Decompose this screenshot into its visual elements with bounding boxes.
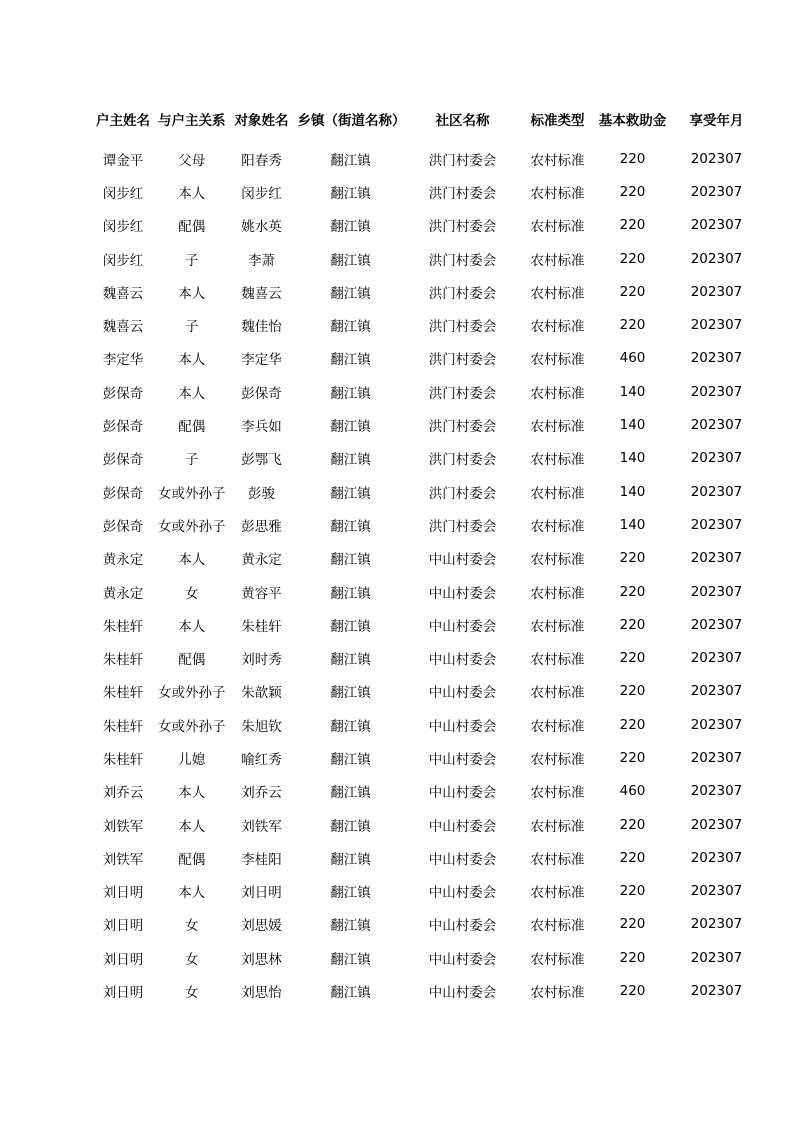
community-cell: 中山村委会 <box>428 785 497 802</box>
header-basic-aid: 基本救助金 <box>598 113 667 129</box>
recipient-name-cell: 魏喜云 <box>241 285 282 302</box>
benefit-month-cell: 202307 <box>690 749 743 766</box>
recipient-name-cell: 刘日明 <box>241 885 282 902</box>
basic-aid-cell: 220 <box>619 616 646 633</box>
relationship-cell: 女 <box>185 585 199 602</box>
table-row <box>88 209 762 242</box>
township-cell: 翻江镇 <box>330 951 371 968</box>
table-row <box>88 808 762 841</box>
householder-name-cell: 彭保奇 <box>102 485 144 502</box>
relationship-cell: 儿媳 <box>178 751 206 768</box>
relationship-cell: 本人 <box>178 285 206 302</box>
township-cell: 翻江镇 <box>330 319 371 336</box>
township-cell: 翻江镇 <box>330 818 371 835</box>
benefit-month-cell: 202307 <box>690 283 743 300</box>
community-cell: 洪门村委会 <box>428 352 497 369</box>
householder-name-cell: 刘铁军 <box>102 851 144 868</box>
recipient-name-cell: 魏佳怡 <box>241 319 282 336</box>
basic-aid-cell: 220 <box>619 317 646 334</box>
community-cell: 洪门村委会 <box>428 252 497 269</box>
recipient-name-cell: 朱旭钦 <box>241 718 282 735</box>
header-community: 社区名称 <box>435 113 490 129</box>
recipient-name-cell: 彭鄂飞 <box>241 452 282 469</box>
standard-type-cell: 农村标准 <box>530 518 585 535</box>
basic-aid-cell: 220 <box>619 983 646 1000</box>
householder-name-cell: 黄永定 <box>102 552 144 569</box>
benefit-month-cell: 202307 <box>690 650 743 667</box>
benefit-month-cell: 202307 <box>690 683 743 700</box>
basic-aid-cell: 220 <box>619 749 646 766</box>
recipient-name-cell: 黄容平 <box>241 585 282 602</box>
table-header <box>88 100 762 142</box>
benefit-month-cell: 202307 <box>690 916 743 933</box>
community-cell: 洪门村委会 <box>428 485 497 502</box>
header-township: 乡镇（街道名称） <box>297 113 406 129</box>
benefit-month-cell: 202307 <box>690 550 743 567</box>
basic-aid-cell: 220 <box>619 816 646 833</box>
recipient-name-cell: 李萧 <box>248 252 275 269</box>
standard-type-cell: 农村标准 <box>530 419 585 436</box>
recipient-name-cell: 喻红秀 <box>241 751 282 768</box>
benefit-month-cell: 202307 <box>690 716 743 733</box>
standard-type-cell: 农村标准 <box>530 152 585 169</box>
standard-type-cell: 农村标准 <box>530 851 585 868</box>
community-cell: 中山村委会 <box>428 618 497 635</box>
basic-aid-cell: 220 <box>619 250 646 267</box>
relationship-cell: 本人 <box>178 552 206 569</box>
township-cell: 翻江镇 <box>330 918 371 935</box>
township-cell: 翻江镇 <box>330 385 371 402</box>
standard-type-cell: 农村标准 <box>530 219 585 236</box>
recipient-name-cell: 黄永定 <box>241 552 282 569</box>
table-row <box>88 342 762 375</box>
table-row <box>88 375 762 408</box>
basic-aid-cell: 220 <box>619 283 646 300</box>
benefit-month-cell: 202307 <box>690 983 743 1000</box>
householder-name-cell: 刘日明 <box>102 885 144 902</box>
recipient-name-cell: 彭骏 <box>248 485 275 502</box>
township-cell: 翻江镇 <box>330 718 371 735</box>
householder-name-cell: 魏喜云 <box>102 285 144 302</box>
householder-name-cell: 彭保奇 <box>102 518 144 535</box>
householder-name-cell: 闵步红 <box>102 252 144 269</box>
table-body <box>88 142 762 1008</box>
community-cell: 中山村委会 <box>428 718 497 735</box>
table-row <box>88 941 762 974</box>
table-row <box>88 908 762 941</box>
community-cell: 洪门村委会 <box>428 152 497 169</box>
basic-aid-cell: 140 <box>619 450 646 467</box>
community-cell: 中山村委会 <box>428 685 497 702</box>
householder-name-cell: 刘日明 <box>102 951 144 968</box>
relationship-cell: 子 <box>185 319 199 336</box>
benefit-month-cell: 202307 <box>690 450 743 467</box>
basic-aid-cell: 220 <box>619 217 646 234</box>
relationship-cell: 女或外孙子 <box>158 518 226 535</box>
standard-type-cell: 农村标准 <box>530 485 585 502</box>
householder-name-cell: 谭金平 <box>102 152 144 169</box>
table-row <box>88 675 762 708</box>
table-row <box>88 542 762 575</box>
table-row <box>88 775 762 808</box>
relationship-cell: 本人 <box>178 352 206 369</box>
benefit-month-cell: 202307 <box>690 816 743 833</box>
relationship-cell: 配偶 <box>178 219 206 236</box>
recipient-name-cell: 彭思雅 <box>241 518 282 535</box>
relationship-cell: 女 <box>185 918 199 935</box>
recipient-name-cell: 刘乔云 <box>241 785 282 802</box>
table-row <box>88 608 762 641</box>
table-row <box>88 641 762 674</box>
householder-name-cell: 刘乔云 <box>102 785 144 802</box>
township-cell: 翻江镇 <box>330 352 371 369</box>
relationship-cell: 女或外孙子 <box>158 718 226 735</box>
benefit-month-cell: 202307 <box>690 317 743 334</box>
community-cell: 中山村委会 <box>428 751 497 768</box>
recipient-name-cell: 姚水英 <box>241 219 282 236</box>
recipient-name-cell: 朱歆颖 <box>241 685 282 702</box>
township-cell: 翻江镇 <box>330 885 371 902</box>
table-row <box>88 974 762 1007</box>
benefit-month-cell: 202307 <box>690 250 743 267</box>
householder-name-cell: 朱桂轩 <box>102 618 144 635</box>
recipient-name-cell: 彭保奇 <box>241 385 282 402</box>
community-cell: 洪门村委会 <box>428 219 497 236</box>
standard-type-cell: 农村标准 <box>530 751 585 768</box>
householder-name-cell: 黄永定 <box>102 585 144 602</box>
householder-name-cell: 闵步红 <box>102 185 144 202</box>
standard-type-cell: 农村标准 <box>530 985 585 1002</box>
basic-aid-cell: 140 <box>619 383 646 400</box>
standard-type-cell: 农村标准 <box>530 785 585 802</box>
community-cell: 洪门村委会 <box>428 385 497 402</box>
householder-name-cell: 刘日明 <box>102 985 144 1002</box>
basic-aid-cell: 220 <box>619 949 646 966</box>
relationship-cell: 本人 <box>178 618 206 635</box>
township-cell: 翻江镇 <box>330 851 371 868</box>
table-row <box>88 408 762 441</box>
standard-type-cell: 农村标准 <box>530 385 585 402</box>
table-row <box>88 442 762 475</box>
basic-aid-cell: 220 <box>619 650 646 667</box>
basic-aid-cell: 220 <box>619 683 646 700</box>
householder-name-cell: 魏喜云 <box>102 319 144 336</box>
benefit-month-cell: 202307 <box>690 217 743 234</box>
basic-aid-cell: 220 <box>619 883 646 900</box>
header-standard-type: 标准类型 <box>530 113 585 129</box>
recipient-name-cell: 朱桂轩 <box>241 618 282 635</box>
standard-type-cell: 农村标准 <box>530 885 585 902</box>
recipient-name-cell: 李桂阳 <box>241 851 282 868</box>
standard-type-cell: 农村标准 <box>530 185 585 202</box>
relationship-cell: 父母 <box>178 152 206 169</box>
township-cell: 翻江镇 <box>330 419 371 436</box>
basic-aid-cell: 220 <box>619 550 646 567</box>
table-row <box>88 175 762 208</box>
community-cell: 中山村委会 <box>428 585 497 602</box>
benefit-month-cell: 202307 <box>690 949 743 966</box>
benefit-month-cell: 202307 <box>690 383 743 400</box>
township-cell: 翻江镇 <box>330 618 371 635</box>
householder-name-cell: 刘日明 <box>102 918 144 935</box>
table-row <box>88 142 762 175</box>
recipient-name-cell: 刘铁军 <box>241 818 282 835</box>
standard-type-cell: 农村标准 <box>530 718 585 735</box>
table-row <box>88 575 762 608</box>
benefit-month-cell: 202307 <box>690 183 743 200</box>
community-cell: 洪门村委会 <box>428 285 497 302</box>
householder-name-cell: 朱桂轩 <box>102 718 144 735</box>
benefit-month-cell: 202307 <box>690 516 743 533</box>
relationship-cell: 本人 <box>178 818 206 835</box>
community-cell: 洪门村委会 <box>428 319 497 336</box>
standard-type-cell: 农村标准 <box>530 552 585 569</box>
recipient-name-cell: 阳春秀 <box>241 152 282 169</box>
basic-aid-cell: 220 <box>619 849 646 866</box>
basic-aid-cell: 460 <box>619 783 646 800</box>
standard-type-cell: 农村标准 <box>530 352 585 369</box>
township-cell: 翻江镇 <box>330 152 371 169</box>
basic-aid-cell: 140 <box>619 516 646 533</box>
township-cell: 翻江镇 <box>330 452 371 469</box>
recipient-name-cell: 刘思怡 <box>241 985 282 1002</box>
header-row <box>88 100 762 142</box>
table-row <box>88 708 762 741</box>
householder-name-cell: 李定华 <box>102 352 144 369</box>
township-cell: 翻江镇 <box>330 652 371 669</box>
community-cell: 中山村委会 <box>428 985 497 1002</box>
relationship-cell: 子 <box>185 252 199 269</box>
standard-type-cell: 农村标准 <box>530 652 585 669</box>
standard-type-cell: 农村标准 <box>530 252 585 269</box>
householder-name-cell: 朱桂轩 <box>102 751 144 768</box>
relationship-cell: 本人 <box>178 185 206 202</box>
township-cell: 翻江镇 <box>330 485 371 502</box>
township-cell: 翻江镇 <box>330 685 371 702</box>
township-cell: 翻江镇 <box>330 285 371 302</box>
standard-type-cell: 农村标准 <box>530 319 585 336</box>
basic-aid-cell: 220 <box>619 716 646 733</box>
basic-aid-cell: 220 <box>619 183 646 200</box>
recipient-name-cell: 刘时秀 <box>241 652 282 669</box>
township-cell: 翻江镇 <box>330 185 371 202</box>
basic-aid-cell: 140 <box>619 417 646 434</box>
relationship-cell: 本人 <box>178 885 206 902</box>
community-cell: 中山村委会 <box>428 552 497 569</box>
table-row <box>88 242 762 275</box>
header-benefit-month: 享受年月 <box>689 113 744 129</box>
recipient-name-cell: 刘思媛 <box>241 918 282 935</box>
header-householder-name: 户主姓名 <box>96 113 150 129</box>
community-cell: 中山村委会 <box>428 885 497 902</box>
benefit-month-cell: 202307 <box>690 350 743 367</box>
community-cell: 中山村委会 <box>428 918 497 935</box>
table-row <box>88 508 762 541</box>
basic-aid-cell: 220 <box>619 583 646 600</box>
community-cell: 洪门村委会 <box>428 452 497 469</box>
township-cell: 翻江镇 <box>330 552 371 569</box>
township-cell: 翻江镇 <box>330 518 371 535</box>
recipient-name-cell: 李定华 <box>241 352 282 369</box>
benefit-month-cell: 202307 <box>690 616 743 633</box>
benefit-month-cell: 202307 <box>690 849 743 866</box>
householder-name-cell: 彭保奇 <box>102 452 144 469</box>
relationship-cell: 配偶 <box>178 652 206 669</box>
table-row <box>88 841 762 874</box>
relationship-cell: 女 <box>185 985 199 1002</box>
community-cell: 中山村委会 <box>428 818 497 835</box>
householder-name-cell: 朱桂轩 <box>102 652 144 669</box>
recipient-name-cell: 李兵如 <box>241 419 282 436</box>
basic-aid-cell: 220 <box>619 916 646 933</box>
benefit-month-cell: 202307 <box>690 417 743 434</box>
benefit-month-cell: 202307 <box>690 783 743 800</box>
basic-aid-cell: 220 <box>619 150 646 167</box>
community-cell: 中山村委会 <box>428 951 497 968</box>
relationship-cell: 女 <box>185 951 199 968</box>
basic-aid-cell: 460 <box>619 350 646 367</box>
relationship-cell: 配偶 <box>178 851 206 868</box>
benefit-month-cell: 202307 <box>690 483 743 500</box>
table-row <box>88 741 762 774</box>
standard-type-cell: 农村标准 <box>530 951 585 968</box>
table-row <box>88 308 762 341</box>
householder-name-cell: 彭保奇 <box>102 385 144 402</box>
community-cell: 洪门村委会 <box>428 185 497 202</box>
householder-name-cell: 闵步红 <box>102 219 144 236</box>
standard-type-cell: 农村标准 <box>530 818 585 835</box>
table-row <box>88 475 762 508</box>
relationship-cell: 本人 <box>178 385 206 402</box>
benefit-month-cell: 202307 <box>690 150 743 167</box>
township-cell: 翻江镇 <box>330 785 371 802</box>
township-cell: 翻江镇 <box>330 252 371 269</box>
basic-aid-cell: 140 <box>619 483 646 500</box>
householder-name-cell: 刘铁军 <box>102 818 144 835</box>
standard-type-cell: 农村标准 <box>530 585 585 602</box>
recipient-name-cell: 闵步红 <box>241 185 282 202</box>
benefit-month-cell: 202307 <box>690 883 743 900</box>
township-cell: 翻江镇 <box>330 985 371 1002</box>
community-cell: 中山村委会 <box>428 851 497 868</box>
benefit-month-cell: 202307 <box>690 583 743 600</box>
standard-type-cell: 农村标准 <box>530 918 585 935</box>
community-cell: 洪门村委会 <box>428 419 497 436</box>
header-recipient-name: 对象姓名 <box>234 113 289 129</box>
township-cell: 翻江镇 <box>330 585 371 602</box>
standard-type-cell: 农村标准 <box>530 452 585 469</box>
relationship-cell: 本人 <box>178 785 206 802</box>
relationship-cell: 女或外孙子 <box>158 685 226 702</box>
township-cell: 翻江镇 <box>330 219 371 236</box>
relationship-cell: 配偶 <box>178 419 206 436</box>
recipient-name-cell: 刘思林 <box>241 951 282 968</box>
community-cell: 洪门村委会 <box>428 518 497 535</box>
table-row <box>88 275 762 308</box>
householder-name-cell: 彭保奇 <box>102 419 144 436</box>
standard-type-cell: 农村标准 <box>530 285 585 302</box>
relationship-cell: 子 <box>185 452 199 469</box>
standard-type-cell: 农村标准 <box>530 685 585 702</box>
standard-type-cell: 农村标准 <box>530 618 585 635</box>
community-cell: 中山村委会 <box>428 652 497 669</box>
householder-name-cell: 朱桂轩 <box>102 685 144 702</box>
township-cell: 翻江镇 <box>330 751 371 768</box>
assistance-roster-table <box>88 100 762 1008</box>
relationship-cell: 女或外孙子 <box>158 485 226 502</box>
table-row <box>88 875 762 908</box>
header-relationship: 与户主关系 <box>158 113 226 129</box>
